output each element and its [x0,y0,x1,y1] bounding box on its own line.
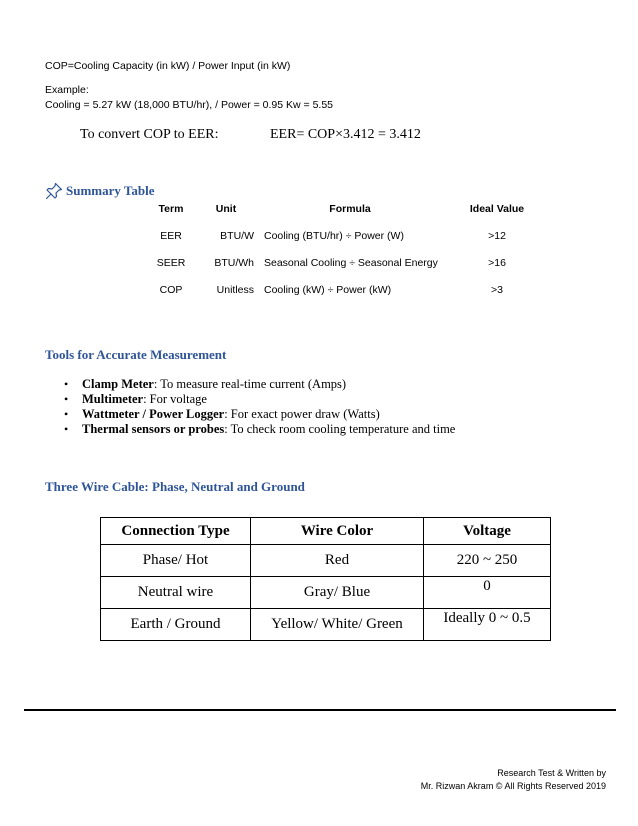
summary-cell-ideal: >12 [488,229,506,242]
list-item [64,407,455,422]
list-item [64,377,455,392]
list-item [64,422,455,437]
tools-list [64,377,455,437]
wire-header-color: Wire Color [251,518,424,545]
wire-header-voltage: Voltage [424,518,551,545]
table-row [101,609,551,641]
summary-header-unit: Unit [215,203,237,215]
wire-table [100,517,551,641]
summary-cell-formula: Cooling (kW) ÷ Power (kW) [264,283,392,296]
summary-heading [45,182,155,200]
wire-cell-connection: Earth / Ground [101,609,251,641]
wire-cell-voltage: 0 [424,577,551,609]
footer-line-1: Research Test & Written by [497,768,606,778]
wire-header-connection: Connection Type [101,518,251,545]
summary-header-term: Term [158,203,184,215]
pin-icon [45,182,63,200]
table-row [101,577,551,609]
table-row [101,545,551,577]
summary-header-formula: Formula [329,203,371,215]
summary-cell-term: EER [160,229,182,242]
table-row [148,276,552,303]
wire-cell-voltage: 220 ~ 250 [424,545,551,577]
summary-cell-unit: BTU/W [220,229,254,242]
summary-cell-formula: Seasonal Cooling ÷ Seasonal Energy [264,256,438,269]
convert-label: To convert COP to EER: [80,127,219,142]
tool-term: Wattmeter / Power Logger [82,407,225,421]
tool-term: Thermal sensors or probes [82,422,225,436]
tool-desc: : For exact power draw (Watts) [224,407,380,421]
tool-desc: : To check room cooling temperature and time [224,422,456,436]
example-label: Example: [45,84,89,96]
wire-cell-voltage: Ideally 0 ~ 0.5 [424,609,551,641]
summary-header-ideal: Ideal Value [469,203,525,215]
summary-cell-unit: BTU/Wh [214,256,254,269]
wire-cell-color: Red [251,545,424,577]
wire-cell-color: Yellow/ White/ Green [251,609,424,641]
summary-cell-ideal: >16 [488,256,506,269]
wire-header-row [101,518,551,545]
wire-title: Three Wire Cable: Phase, Neutral and Ground [45,479,305,494]
wire-cell-color: Gray/ Blue [251,577,424,609]
summary-title: Summary Table [66,183,155,198]
cop-formula: COP=Cooling Capacity (in kW) / Power Input (in kW) [45,60,291,72]
summary-table [148,196,552,303]
footer-line-2: Mr. Rizwan Akram © All Rights Reserved 2019 [420,781,606,791]
tool-desc: : For voltage [143,392,207,406]
summary-header-row [148,196,552,222]
summary-cell-unit: Unitless [216,283,254,296]
summary-cell-formula: Cooling (BTU/hr) ÷ Power (W) [264,229,404,242]
summary-cell-ideal: >3 [491,283,503,296]
tools-title: Tools for Accurate Measurement [45,347,227,362]
summary-cell-term: SEER [156,256,186,269]
convert-formula: EER= COP×3.412 = 3.412 [270,127,421,142]
tool-desc: : To measure real-time current (Amps) [153,377,347,391]
tool-term: Multimeter [82,392,144,406]
wire-cell-connection: Neutral wire [101,577,251,609]
list-item [64,392,455,407]
example-line: Cooling = 5.27 kW (18,000 BTU/hr), / Power = 0.95 Kw = 5.55 [45,99,334,111]
footer-divider [24,709,616,711]
tool-term: Clamp Meter [82,377,154,391]
table-row [148,249,552,276]
table-row [148,222,552,249]
summary-cell-term: COP [159,283,183,296]
wire-cell-connection: Phase/ Hot [101,545,251,577]
